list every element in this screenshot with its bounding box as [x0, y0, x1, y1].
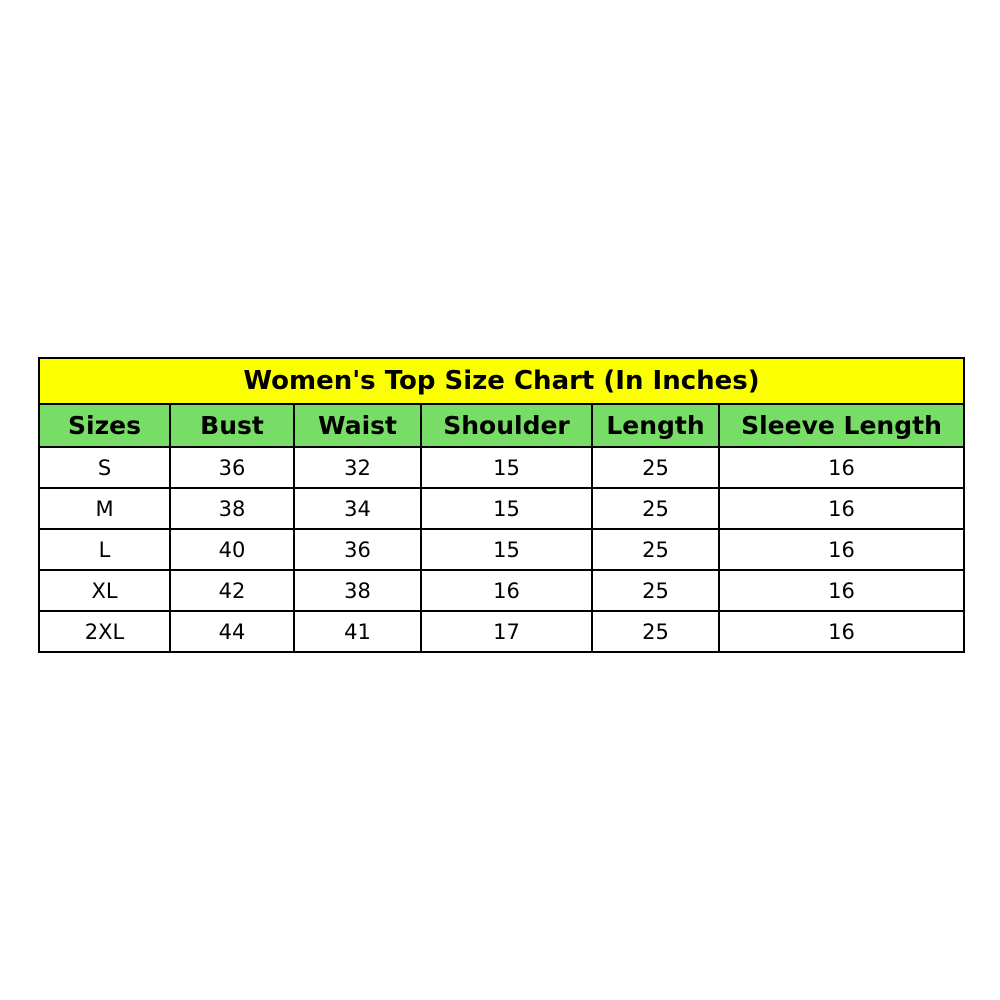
size-chart-table	[38, 357, 965, 653]
cell-sleeve-length: 16	[719, 447, 964, 488]
cell-waist: 34	[294, 488, 421, 529]
cell-shoulder: 16	[421, 570, 592, 611]
cell-size: XL	[39, 570, 170, 611]
cell-shoulder: 15	[421, 488, 592, 529]
cell-size: M	[39, 488, 170, 529]
table-row	[39, 611, 964, 652]
column-header-shoulder: Shoulder	[421, 404, 592, 447]
cell-size: 2XL	[39, 611, 170, 652]
cell-shoulder: 15	[421, 447, 592, 488]
cell-sleeve-length: 16	[719, 611, 964, 652]
cell-sleeve-length: 16	[719, 529, 964, 570]
cell-waist: 38	[294, 570, 421, 611]
cell-bust: 40	[170, 529, 294, 570]
cell-sleeve-length: 16	[719, 488, 964, 529]
table-title-row	[39, 358, 964, 404]
cell-length: 25	[592, 570, 719, 611]
cell-waist: 32	[294, 447, 421, 488]
cell-shoulder: 15	[421, 529, 592, 570]
cell-shoulder: 17	[421, 611, 592, 652]
table-header-row	[39, 404, 964, 447]
cell-bust: 44	[170, 611, 294, 652]
size-chart-container	[38, 357, 963, 653]
table-row	[39, 570, 964, 611]
column-header-length: Length	[592, 404, 719, 447]
cell-length: 25	[592, 488, 719, 529]
cell-waist: 41	[294, 611, 421, 652]
cell-size: S	[39, 447, 170, 488]
table-row	[39, 488, 964, 529]
cell-bust: 38	[170, 488, 294, 529]
column-header-sleeve-length: Sleeve Length	[719, 404, 964, 447]
cell-bust: 42	[170, 570, 294, 611]
cell-length: 25	[592, 447, 719, 488]
cell-sleeve-length: 16	[719, 570, 964, 611]
cell-length: 25	[592, 611, 719, 652]
column-header-waist: Waist	[294, 404, 421, 447]
column-header-bust: Bust	[170, 404, 294, 447]
cell-bust: 36	[170, 447, 294, 488]
column-header-sizes: Sizes	[39, 404, 170, 447]
cell-waist: 36	[294, 529, 421, 570]
chart-title: Women's Top Size Chart (In Inches)	[39, 358, 964, 404]
table-row	[39, 447, 964, 488]
table-row	[39, 529, 964, 570]
cell-size: L	[39, 529, 170, 570]
cell-length: 25	[592, 529, 719, 570]
